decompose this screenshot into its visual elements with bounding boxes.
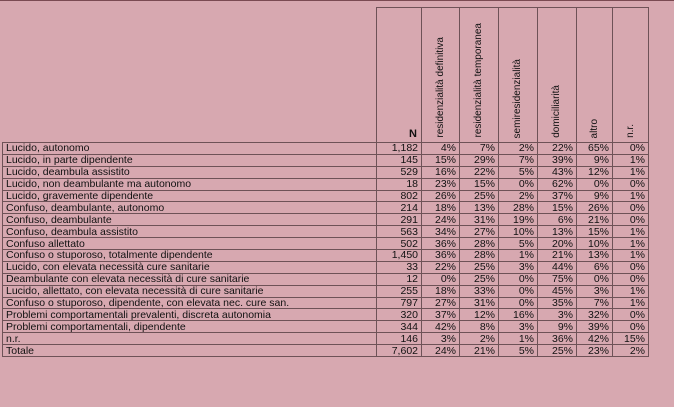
cell-altro: 15% — [577, 226, 613, 238]
cell-domic: 44% — [538, 261, 577, 273]
cell-nr: 1% — [613, 250, 649, 262]
cell-nr: 0% — [613, 214, 649, 226]
cell-nr: 1% — [613, 190, 649, 202]
cell-res-temp: 2% — [460, 333, 499, 345]
cell-res-temp: 13% — [460, 202, 499, 214]
cell-res-temp: 22% — [460, 166, 499, 178]
cell-nr: 0% — [613, 202, 649, 214]
total-row — [3, 345, 649, 357]
cell-nr: 1% — [613, 238, 649, 250]
cell-semires: 1% — [499, 333, 538, 345]
table-row — [3, 238, 649, 250]
header-res-def: residenzialità definitiva — [422, 8, 460, 143]
row-label: Confuso, deambula assistito — [3, 226, 377, 238]
cell-res-temp: 28% — [460, 238, 499, 250]
row-label: Confuso o stuporoso, dipendente, con elevata nec. cure san. — [3, 297, 377, 309]
row-label: Confuso, deambulante — [3, 214, 377, 226]
table-row — [3, 261, 649, 273]
cell-res-def: 34% — [422, 226, 460, 238]
cell-domic: 37% — [538, 190, 577, 202]
cell-altro: 0% — [577, 178, 613, 190]
cell-n: 563 — [377, 226, 422, 238]
cell-nr: 0% — [613, 309, 649, 321]
table-row — [3, 226, 649, 238]
cell-altro: 9% — [577, 190, 613, 202]
cell-semires: 7% — [499, 154, 538, 166]
cell-semires: 0% — [499, 178, 538, 190]
header-row — [3, 8, 649, 143]
cell-n: 502 — [377, 238, 422, 250]
cell-domic: 62% — [538, 178, 577, 190]
cell-domic: 35% — [538, 297, 577, 309]
cell-res-def: 24% — [422, 214, 460, 226]
cell-altro: 23% — [577, 345, 613, 357]
cell-domic: 3% — [538, 309, 577, 321]
cell-res-def: 27% — [422, 297, 460, 309]
row-label: Lucido, gravemente dipendente — [3, 190, 377, 202]
table-row — [3, 190, 649, 202]
cell-domic: 45% — [538, 285, 577, 297]
row-label: Lucido, deambula assistito — [3, 166, 377, 178]
cell-nr: 0% — [613, 321, 649, 333]
cell-semires: 5% — [499, 345, 538, 357]
cell-nr: 15% — [613, 333, 649, 345]
cell-n: 291 — [377, 214, 422, 226]
cell-res-temp: 31% — [460, 214, 499, 226]
cell-res-def: 18% — [422, 285, 460, 297]
cell-res-temp: 29% — [460, 154, 499, 166]
cell-semires: 0% — [499, 273, 538, 285]
header-altro: altro — [577, 8, 613, 143]
cell-altro: 39% — [577, 321, 613, 333]
cell-res-def: 22% — [422, 261, 460, 273]
cell-res-temp: 28% — [460, 250, 499, 262]
cell-res-temp: 33% — [460, 285, 499, 297]
cell-n: 214 — [377, 202, 422, 214]
cell-domic: 36% — [538, 333, 577, 345]
cell-altro: 65% — [577, 143, 613, 155]
cell-res-def: 3% — [422, 333, 460, 345]
cell-n: 255 — [377, 285, 422, 297]
cell-n: 802 — [377, 190, 422, 202]
table-row — [3, 250, 649, 262]
cell-domic: 15% — [538, 202, 577, 214]
cell-res-temp: 31% — [460, 297, 499, 309]
row-label: Lucido, in parte dipendente — [3, 154, 377, 166]
cell-semires: 19% — [499, 214, 538, 226]
cell-nr: 1% — [613, 285, 649, 297]
cell-res-def: 26% — [422, 190, 460, 202]
cell-n: 145 — [377, 154, 422, 166]
cell-res-temp: 25% — [460, 273, 499, 285]
row-label: Deambulante con elevata necessità di cure sanitarie — [3, 273, 377, 285]
cell-res-temp: 12% — [460, 309, 499, 321]
cell-semires: 28% — [499, 202, 538, 214]
cell-res-def: 36% — [422, 238, 460, 250]
header-res-temp: residenzialità temporanea — [460, 8, 499, 143]
row-label: Confuso, deambulante, autonomo — [3, 202, 377, 214]
cell-semires: 2% — [499, 190, 538, 202]
cell-nr: 1% — [613, 154, 649, 166]
row-label: Lucido, con elevata necessità cure sanitarie — [3, 261, 377, 273]
cell-n: 7,602 — [377, 345, 422, 357]
cell-res-temp: 27% — [460, 226, 499, 238]
cell-nr: 1% — [613, 226, 649, 238]
table-row — [3, 154, 649, 166]
cell-domic: 9% — [538, 321, 577, 333]
cell-res-temp: 15% — [460, 178, 499, 190]
row-label: n.r. — [3, 333, 377, 345]
cell-domic: 21% — [538, 250, 577, 262]
row-label: Confuso allettato — [3, 238, 377, 250]
cell-semires: 2% — [499, 143, 538, 155]
data-table — [2, 7, 649, 357]
cell-altro: 26% — [577, 202, 613, 214]
cell-semires: 1% — [499, 250, 538, 262]
cell-semires: 5% — [499, 238, 538, 250]
header-domic: domiciliarità — [538, 8, 577, 143]
cell-semires: 3% — [499, 261, 538, 273]
cell-res-def: 4% — [422, 143, 460, 155]
table-row — [3, 166, 649, 178]
cell-res-def: 23% — [422, 178, 460, 190]
cell-domic: 6% — [538, 214, 577, 226]
cell-n: 18 — [377, 178, 422, 190]
header-semires: semiresidenzialità — [499, 8, 538, 143]
cell-n: 344 — [377, 321, 422, 333]
cell-res-def: 36% — [422, 250, 460, 262]
table-row — [3, 333, 649, 345]
header-nr: n.r. — [613, 8, 649, 143]
header-label-corner — [3, 8, 377, 143]
cell-domic: 22% — [538, 143, 577, 155]
cell-res-temp: 8% — [460, 321, 499, 333]
table-row — [3, 202, 649, 214]
table-row — [3, 178, 649, 190]
cell-semires: 10% — [499, 226, 538, 238]
row-label: Problemi comportamentali prevalenti, discreta autonomia — [3, 309, 377, 321]
cell-res-def: 15% — [422, 154, 460, 166]
cell-res-def: 16% — [422, 166, 460, 178]
row-label: Lucido, non deambulante ma autonomo — [3, 178, 377, 190]
cell-n: 1,182 — [377, 143, 422, 155]
table-row — [3, 214, 649, 226]
row-label: Totale — [3, 345, 377, 357]
cell-domic: 75% — [538, 273, 577, 285]
table-row — [3, 143, 649, 155]
cell-domic: 20% — [538, 238, 577, 250]
cell-domic: 43% — [538, 166, 577, 178]
cell-altro: 42% — [577, 333, 613, 345]
cell-res-def: 37% — [422, 309, 460, 321]
cell-n: 12 — [377, 273, 422, 285]
cell-nr: 2% — [613, 345, 649, 357]
cell-semires: 5% — [499, 166, 538, 178]
cell-nr: 1% — [613, 166, 649, 178]
row-label: Problemi comportamentali, dipendente — [3, 321, 377, 333]
cell-semires: 0% — [499, 297, 538, 309]
cell-altro: 0% — [577, 273, 613, 285]
row-label: Confuso o stuporoso, totalmente dipendente — [3, 250, 377, 262]
cell-altro: 7% — [577, 297, 613, 309]
cell-semires: 16% — [499, 309, 538, 321]
cell-res-temp: 7% — [460, 143, 499, 155]
cell-semires: 3% — [499, 321, 538, 333]
cell-res-temp: 25% — [460, 190, 499, 202]
cell-domic: 25% — [538, 345, 577, 357]
cell-n: 320 — [377, 309, 422, 321]
cell-altro: 21% — [577, 214, 613, 226]
cell-nr: 0% — [613, 261, 649, 273]
cell-nr: 1% — [613, 297, 649, 309]
cell-nr: 0% — [613, 143, 649, 155]
cell-res-def: 42% — [422, 321, 460, 333]
table-row — [3, 297, 649, 309]
cell-res-temp: 21% — [460, 345, 499, 357]
cell-altro: 10% — [577, 238, 613, 250]
cell-n: 146 — [377, 333, 422, 345]
cell-altro: 9% — [577, 154, 613, 166]
cell-res-def: 0% — [422, 273, 460, 285]
table-row — [3, 285, 649, 297]
table-row — [3, 273, 649, 285]
cell-domic: 13% — [538, 226, 577, 238]
cell-altro: 12% — [577, 166, 613, 178]
cell-altro: 3% — [577, 285, 613, 297]
cell-nr: 0% — [613, 178, 649, 190]
row-label: Lucido, allettato, con elevata necessità di cure sanitarie — [3, 285, 377, 297]
cell-n: 797 — [377, 297, 422, 309]
cell-res-def: 18% — [422, 202, 460, 214]
cell-nr: 0% — [613, 273, 649, 285]
cell-altro: 32% — [577, 309, 613, 321]
cell-altro: 13% — [577, 250, 613, 262]
cell-res-def: 24% — [422, 345, 460, 357]
cell-semires: 0% — [499, 285, 538, 297]
table-row — [3, 321, 649, 333]
row-label: Lucido, autonomo — [3, 143, 377, 155]
cell-res-temp: 25% — [460, 261, 499, 273]
cell-n: 1,450 — [377, 250, 422, 262]
cell-n: 529 — [377, 166, 422, 178]
cell-domic: 39% — [538, 154, 577, 166]
header-n: N — [377, 8, 422, 143]
table-row — [3, 309, 649, 321]
cell-n: 33 — [377, 261, 422, 273]
cell-altro: 6% — [577, 261, 613, 273]
